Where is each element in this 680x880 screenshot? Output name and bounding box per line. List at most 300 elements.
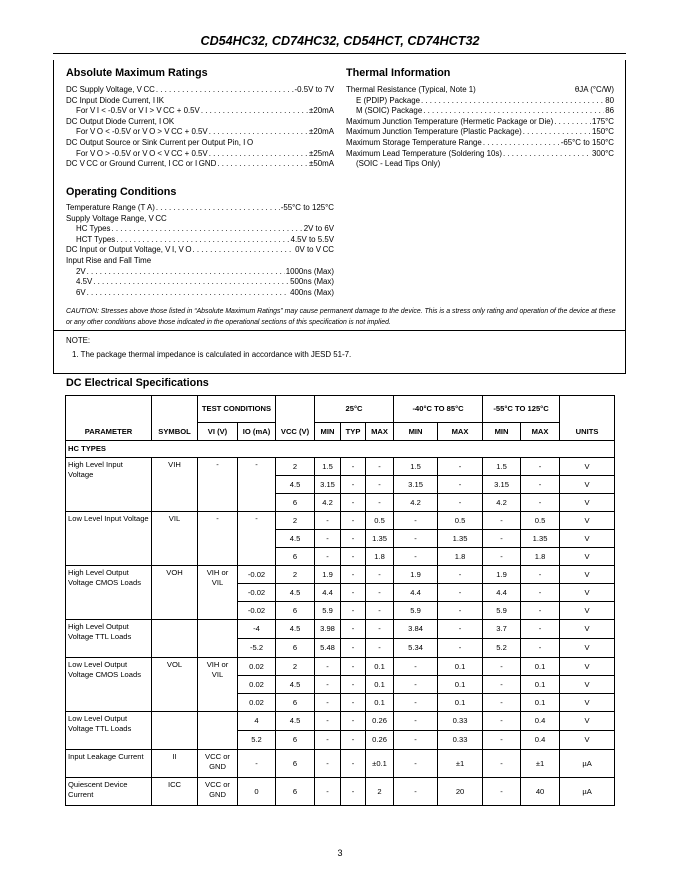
rating-label: M (SOIC) Package (356, 106, 423, 116)
leader-dots (483, 138, 560, 149)
value-cell: - (483, 750, 521, 778)
value-cell: 0.4 (521, 731, 560, 750)
rating-label: DC V CC or Ground Current, I CC or I GND (66, 159, 217, 169)
io-cell: 0 (238, 778, 276, 806)
thermal-list (346, 85, 614, 170)
value-cell: - (341, 584, 366, 602)
value-cell: - (483, 694, 521, 712)
column-header: MIN (315, 423, 341, 441)
rating-label: DC Input Diode Current, I IK (66, 95, 165, 105)
value-cell: - (521, 639, 560, 658)
value-cell: 2 (366, 778, 394, 806)
io-cell: -0.02 (238, 584, 276, 602)
rating-label: DC Supply Voltage, V CC (66, 85, 155, 94)
value-cell: - (483, 676, 521, 694)
value-cell: 1.9 (315, 566, 341, 584)
value-cell: - (521, 476, 560, 494)
value-cell: - (315, 548, 341, 566)
io-cell: - (238, 750, 276, 778)
value-cell: 5.9 (483, 602, 521, 620)
value-cell: - (483, 530, 521, 548)
value-cell: 5.48 (315, 639, 341, 658)
table-row (66, 712, 615, 731)
symbol-cell (152, 620, 198, 658)
value-cell: 0.1 (521, 658, 560, 676)
value-cell: - (366, 494, 394, 512)
value-cell: 5.9 (394, 602, 438, 620)
rating-label: Maximum Junction Temperature (Plastic Package) (346, 127, 522, 137)
rating-label: Temperature Range (T A) (66, 203, 155, 212)
symbol-cell (152, 712, 198, 750)
leader-dots (523, 127, 591, 138)
rating-label: HC Types (76, 224, 111, 234)
value-cell: - (341, 530, 366, 548)
symbol-cell: VOH (152, 566, 198, 620)
rating-row (66, 235, 334, 246)
vcc-cell: 6 (276, 778, 315, 806)
table-row (66, 658, 615, 676)
value-cell: - (483, 778, 521, 806)
rating-label: HCT Types (76, 234, 116, 244)
param-cell: High Level Output Voltage TTL Loads (66, 620, 152, 658)
param-cell: High Level Output Voltage CMOS Loads (66, 566, 152, 620)
value-cell: V (560, 676, 615, 694)
value-cell: V (560, 530, 615, 548)
value-cell: - (483, 712, 521, 731)
param-cell: Low Level Output Voltage CMOS Loads (66, 658, 152, 712)
value-cell: V (560, 712, 615, 731)
value-cell: - (341, 512, 366, 530)
symbol-cell: VIH (152, 458, 198, 512)
column-header: MIN (483, 423, 521, 441)
value-cell: - (366, 566, 394, 584)
leader-dots (87, 267, 285, 278)
rating-value: 80 (605, 95, 614, 105)
value-cell: - (315, 512, 341, 530)
leader-dots (156, 85, 294, 96)
vcc-cell: 2 (276, 512, 315, 530)
vi-cell: - (198, 458, 238, 512)
value-cell: 0.1 (438, 658, 483, 676)
value-cell: ±1 (438, 750, 483, 778)
leader-dots (87, 288, 289, 299)
rating-label: 4.5V (76, 277, 93, 287)
value-cell: 0.5 (521, 512, 560, 530)
io-cell: -0.02 (238, 566, 276, 584)
dc-spec-table (65, 395, 615, 806)
value-cell: 1.5 (315, 458, 341, 476)
value-cell: 4.4 (315, 584, 341, 602)
leader-dots (193, 245, 295, 256)
value-cell: - (341, 731, 366, 750)
rating-row (66, 214, 334, 225)
dc-title: DC Electrical Specifications (66, 377, 209, 389)
value-cell: - (438, 602, 483, 620)
value-cell: - (315, 778, 341, 806)
io-cell: 0.02 (238, 676, 276, 694)
note-heading: NOTE: (66, 336, 91, 345)
value-cell: 0.1 (366, 676, 394, 694)
rating-label: 6V (76, 287, 86, 297)
rating-label: Input Rise and Fall Time (66, 255, 152, 265)
io-cell: -0.02 (238, 602, 276, 620)
value-cell: 3.15 (394, 476, 438, 494)
value-cell: 3.15 (315, 476, 341, 494)
value-cell: 1.35 (438, 530, 483, 548)
vcc-cell: 4.5 (276, 712, 315, 731)
rating-label: Maximum Storage Temperature Range (346, 137, 482, 147)
rating-label: Maximum Junction Temperature (Hermetic Package or Die) (346, 116, 554, 126)
leader-dots (201, 106, 308, 117)
symbol-cell: VOL (152, 658, 198, 712)
value-cell: - (521, 584, 560, 602)
value-cell: V (560, 694, 615, 712)
vcc-cell: 6 (276, 694, 315, 712)
value-cell: V (560, 602, 615, 620)
rating-row (66, 96, 334, 107)
value-cell: - (394, 694, 438, 712)
value-cell: - (366, 584, 394, 602)
value-cell: - (521, 620, 560, 639)
rating-row (66, 224, 334, 235)
abs-max-title: Absolute Maximum Ratings (66, 67, 208, 79)
value-cell: V (560, 584, 615, 602)
column-header: IO (mA) (238, 423, 276, 441)
section-label: HC TYPES (66, 441, 615, 458)
value-cell: 0.1 (438, 694, 483, 712)
rating-label: DC Output Source or Sink Current per Output Pin, I O (66, 137, 254, 147)
rating-row (66, 85, 334, 96)
leader-dots (503, 149, 591, 160)
value-cell: 1.8 (521, 548, 560, 566)
page-header-title: CD54HC32, CD74HC32, CD54HCT, CD74HCT32 (200, 34, 480, 48)
column-header: VI (V) (198, 423, 238, 441)
section-row (66, 441, 615, 458)
value-cell: 5.9 (315, 602, 341, 620)
value-cell: 3.98 (315, 620, 341, 639)
header-rule (53, 53, 626, 54)
note-text: 1. The package thermal impedance is calculated in accordance with JESD 51-7. (72, 350, 352, 359)
io-cell: - (238, 512, 276, 566)
value-cell: - (394, 778, 438, 806)
rating-label: For V I < -0.5V or V I > V CC + 0.5V (76, 106, 200, 116)
value-cell: 0.1 (366, 658, 394, 676)
value-cell: ±1 (521, 750, 560, 778)
value-cell: 0.5 (366, 512, 394, 530)
value-cell: - (438, 476, 483, 494)
value-cell: 0.1 (438, 676, 483, 694)
value-cell: - (315, 658, 341, 676)
value-cell: 1.5 (394, 458, 438, 476)
value-cell: - (315, 530, 341, 548)
operating-title: Operating Conditions (66, 186, 177, 198)
value-cell: 1.8 (366, 548, 394, 566)
rating-row (66, 149, 334, 160)
head-25c: 25°C (315, 396, 394, 423)
rating-row (66, 288, 334, 299)
value-cell: V (560, 476, 615, 494)
leader-dots (112, 224, 303, 235)
value-cell: 1.9 (483, 566, 521, 584)
value-cell: 4.4 (394, 584, 438, 602)
vi-cell: VIH or VIL (198, 658, 238, 712)
rating-label: For V O < -0.5V or V O > V CC + 0.5V (76, 127, 208, 137)
value-cell: - (438, 639, 483, 658)
value-cell: - (394, 512, 438, 530)
symbol-cell: II (152, 750, 198, 778)
rating-label: DC Input or Output Voltage, V I, V O (66, 245, 192, 255)
io-cell: 5.2 (238, 731, 276, 750)
value-cell: 1.9 (394, 566, 438, 584)
value-cell: 0.33 (438, 712, 483, 731)
vcc-cell: 6 (276, 602, 315, 620)
vi-cell: VCC or GND (198, 778, 238, 806)
vcc-cell: 6 (276, 494, 315, 512)
rating-row (66, 117, 334, 128)
table-row (66, 778, 615, 806)
value-cell: - (438, 494, 483, 512)
value-cell: 0.4 (521, 712, 560, 731)
rating-row (66, 267, 334, 278)
vcc-cell: 4.5 (276, 476, 315, 494)
value-cell: - (483, 512, 521, 530)
value-cell: ±0.1 (366, 750, 394, 778)
value-cell: - (438, 620, 483, 639)
value-cell: - (366, 458, 394, 476)
rating-row (346, 138, 614, 149)
rating-value: ±20mA (309, 127, 334, 137)
value-cell: V (560, 639, 615, 658)
value-cell: - (483, 731, 521, 750)
rating-row (66, 106, 334, 117)
value-cell: 0.26 (366, 712, 394, 731)
head-125c: -55°C TO 125°C (483, 396, 560, 423)
value-cell: 0.33 (438, 731, 483, 750)
value-cell: 4.2 (315, 494, 341, 512)
table-row (66, 512, 615, 530)
param-cell: Input Leakage Current (66, 750, 152, 778)
thermal-title: Thermal Information (346, 67, 451, 79)
io-cell: 4 (238, 712, 276, 731)
value-cell: µA (560, 778, 615, 806)
vcc-cell: 6 (276, 750, 315, 778)
param-cell: High Level Input Voltage (66, 458, 152, 512)
io-cell: 0.02 (238, 658, 276, 676)
rating-label: (SOIC - Lead Tips Only) (356, 159, 441, 169)
leader-dots (209, 149, 308, 160)
vcc-cell: 4.5 (276, 676, 315, 694)
vcc-cell: 6 (276, 548, 315, 566)
rating-label: E (PDIP) Package (356, 95, 421, 105)
io-cell: -5.2 (238, 639, 276, 658)
value-cell: 1.35 (521, 530, 560, 548)
leader-dots (421, 96, 604, 107)
rating-value: ±20mA (309, 106, 334, 116)
io-cell: 0.02 (238, 694, 276, 712)
value-cell: - (483, 548, 521, 566)
rating-row (66, 159, 334, 170)
value-cell: - (366, 476, 394, 494)
value-cell: - (483, 658, 521, 676)
value-cell: 4.2 (483, 494, 521, 512)
value-cell: - (341, 694, 366, 712)
param-cell: Low Level Input Voltage (66, 512, 152, 566)
rating-label: Maximum Lead Temperature (Soldering 10s) (346, 148, 502, 158)
head-test-conditions: TEST CONDITIONS (198, 396, 276, 423)
head-85c: -40°C TO 85°C (394, 396, 483, 423)
rating-value: 1000ns (Max) (285, 266, 334, 276)
vcc-cell: 2 (276, 458, 315, 476)
rating-value: -65°C to 150°C (560, 137, 614, 147)
value-cell: 0.26 (366, 731, 394, 750)
rating-value: 300°C (591, 148, 614, 158)
leader-dots (156, 203, 280, 214)
value-cell: 0.5 (438, 512, 483, 530)
value-cell: - (341, 476, 366, 494)
value-cell: 0.1 (521, 676, 560, 694)
rating-label: Thermal Resistance (Typical, Note 1) (346, 85, 476, 94)
vcc-cell: 4.5 (276, 584, 315, 602)
table-row (66, 620, 615, 639)
value-cell: - (366, 620, 394, 639)
value-cell: - (341, 676, 366, 694)
value-cell: 20 (438, 778, 483, 806)
value-cell: 0.1 (521, 694, 560, 712)
rating-value: -0.5V to 7V (294, 85, 334, 94)
rating-value: 400ns (Max) (290, 287, 334, 297)
value-cell: - (341, 548, 366, 566)
table-row (66, 458, 615, 476)
rating-label: 2V (76, 266, 86, 276)
rating-row (346, 149, 614, 160)
value-cell: 4.4 (483, 584, 521, 602)
column-header: MAX (366, 423, 394, 441)
leader-dots (423, 106, 604, 117)
value-cell: - (521, 494, 560, 512)
operating-list (66, 203, 334, 298)
rating-row (66, 245, 334, 256)
column-header: SYMBOL (152, 423, 198, 441)
value-cell: - (394, 750, 438, 778)
value-cell: 40 (521, 778, 560, 806)
symbol-cell: ICC (152, 778, 198, 806)
value-cell: - (341, 658, 366, 676)
rating-row (346, 106, 614, 117)
value-cell: µA (560, 750, 615, 778)
rating-row (346, 127, 614, 138)
rating-value: 2V to 6V (303, 224, 334, 234)
value-cell: - (394, 712, 438, 731)
vcc-cell: 4.5 (276, 620, 315, 639)
column-header: MIN (394, 423, 438, 441)
value-cell: 3.15 (483, 476, 521, 494)
rating-row (66, 127, 334, 138)
value-cell: 1.35 (366, 530, 394, 548)
column-header: MAX (521, 423, 560, 441)
vcc-cell: 6 (276, 731, 315, 750)
rating-value: ±25mA (309, 148, 334, 158)
value-cell: - (341, 494, 366, 512)
value-cell: - (366, 639, 394, 658)
io-cell: -4 (238, 620, 276, 639)
value-cell: - (341, 712, 366, 731)
value-cell: - (394, 676, 438, 694)
value-cell: - (394, 530, 438, 548)
vi-cell: - (198, 512, 238, 566)
column-header: PARAMETER (66, 423, 152, 441)
rating-value: 175°C (591, 116, 614, 126)
param-cell: Low Level Output Voltage TTL Loads (66, 712, 152, 750)
value-cell: - (341, 602, 366, 620)
leader-dots (209, 127, 308, 138)
value-cell: - (341, 458, 366, 476)
value-cell: V (560, 548, 615, 566)
value-cell: - (315, 731, 341, 750)
column-header: VCC (V) (276, 423, 315, 441)
vi-cell: VIH or VIL (198, 566, 238, 620)
rating-value: 500ns (Max) (290, 277, 334, 287)
table-row (66, 566, 615, 584)
param-cell: Quiescent Device Current (66, 778, 152, 806)
value-cell: 3.84 (394, 620, 438, 639)
value-cell: - (521, 602, 560, 620)
value-cell: - (438, 458, 483, 476)
io-cell: - (238, 458, 276, 512)
rating-value: 150°C (591, 127, 614, 137)
vcc-cell: 2 (276, 566, 315, 584)
rating-value: ±50mA (309, 159, 334, 169)
value-cell: - (521, 566, 560, 584)
column-header: MAX (438, 423, 483, 441)
value-cell: - (341, 620, 366, 639)
value-cell: 3.7 (483, 620, 521, 639)
column-header: UNITS (560, 423, 615, 441)
rating-value: -55°C to 125°C (280, 203, 334, 212)
value-cell: - (366, 602, 394, 620)
rating-row (346, 96, 614, 107)
value-cell: V (560, 494, 615, 512)
rating-row (346, 159, 614, 170)
value-cell: - (394, 548, 438, 566)
vi-cell (198, 620, 238, 658)
value-cell: - (341, 750, 366, 778)
rating-row (66, 277, 334, 288)
value-cell: - (438, 566, 483, 584)
page-number: 3 (337, 848, 343, 858)
value-cell: - (315, 712, 341, 731)
rating-label: Supply Voltage Range, V CC (66, 213, 167, 223)
column-header: TYP (341, 423, 366, 441)
rating-label: DC Output Diode Current, I OK (66, 116, 175, 126)
leader-dots (554, 117, 591, 128)
vi-cell: VCC or GND (198, 750, 238, 778)
value-cell: - (394, 658, 438, 676)
caution-rule (53, 330, 626, 331)
value-cell: - (315, 694, 341, 712)
leader-dots (93, 277, 289, 288)
value-cell: V (560, 620, 615, 639)
value-cell: - (315, 750, 341, 778)
value-cell: - (341, 778, 366, 806)
value-cell: V (560, 512, 615, 530)
rating-label: For V O > -0.5V or V O < V CC + 0.5V (76, 148, 208, 158)
leader-dots (116, 235, 289, 246)
value-cell: - (438, 584, 483, 602)
box-bottom-rule (53, 373, 626, 374)
value-cell: - (315, 676, 341, 694)
rating-value: 86 (605, 106, 614, 116)
rating-row (346, 117, 614, 128)
